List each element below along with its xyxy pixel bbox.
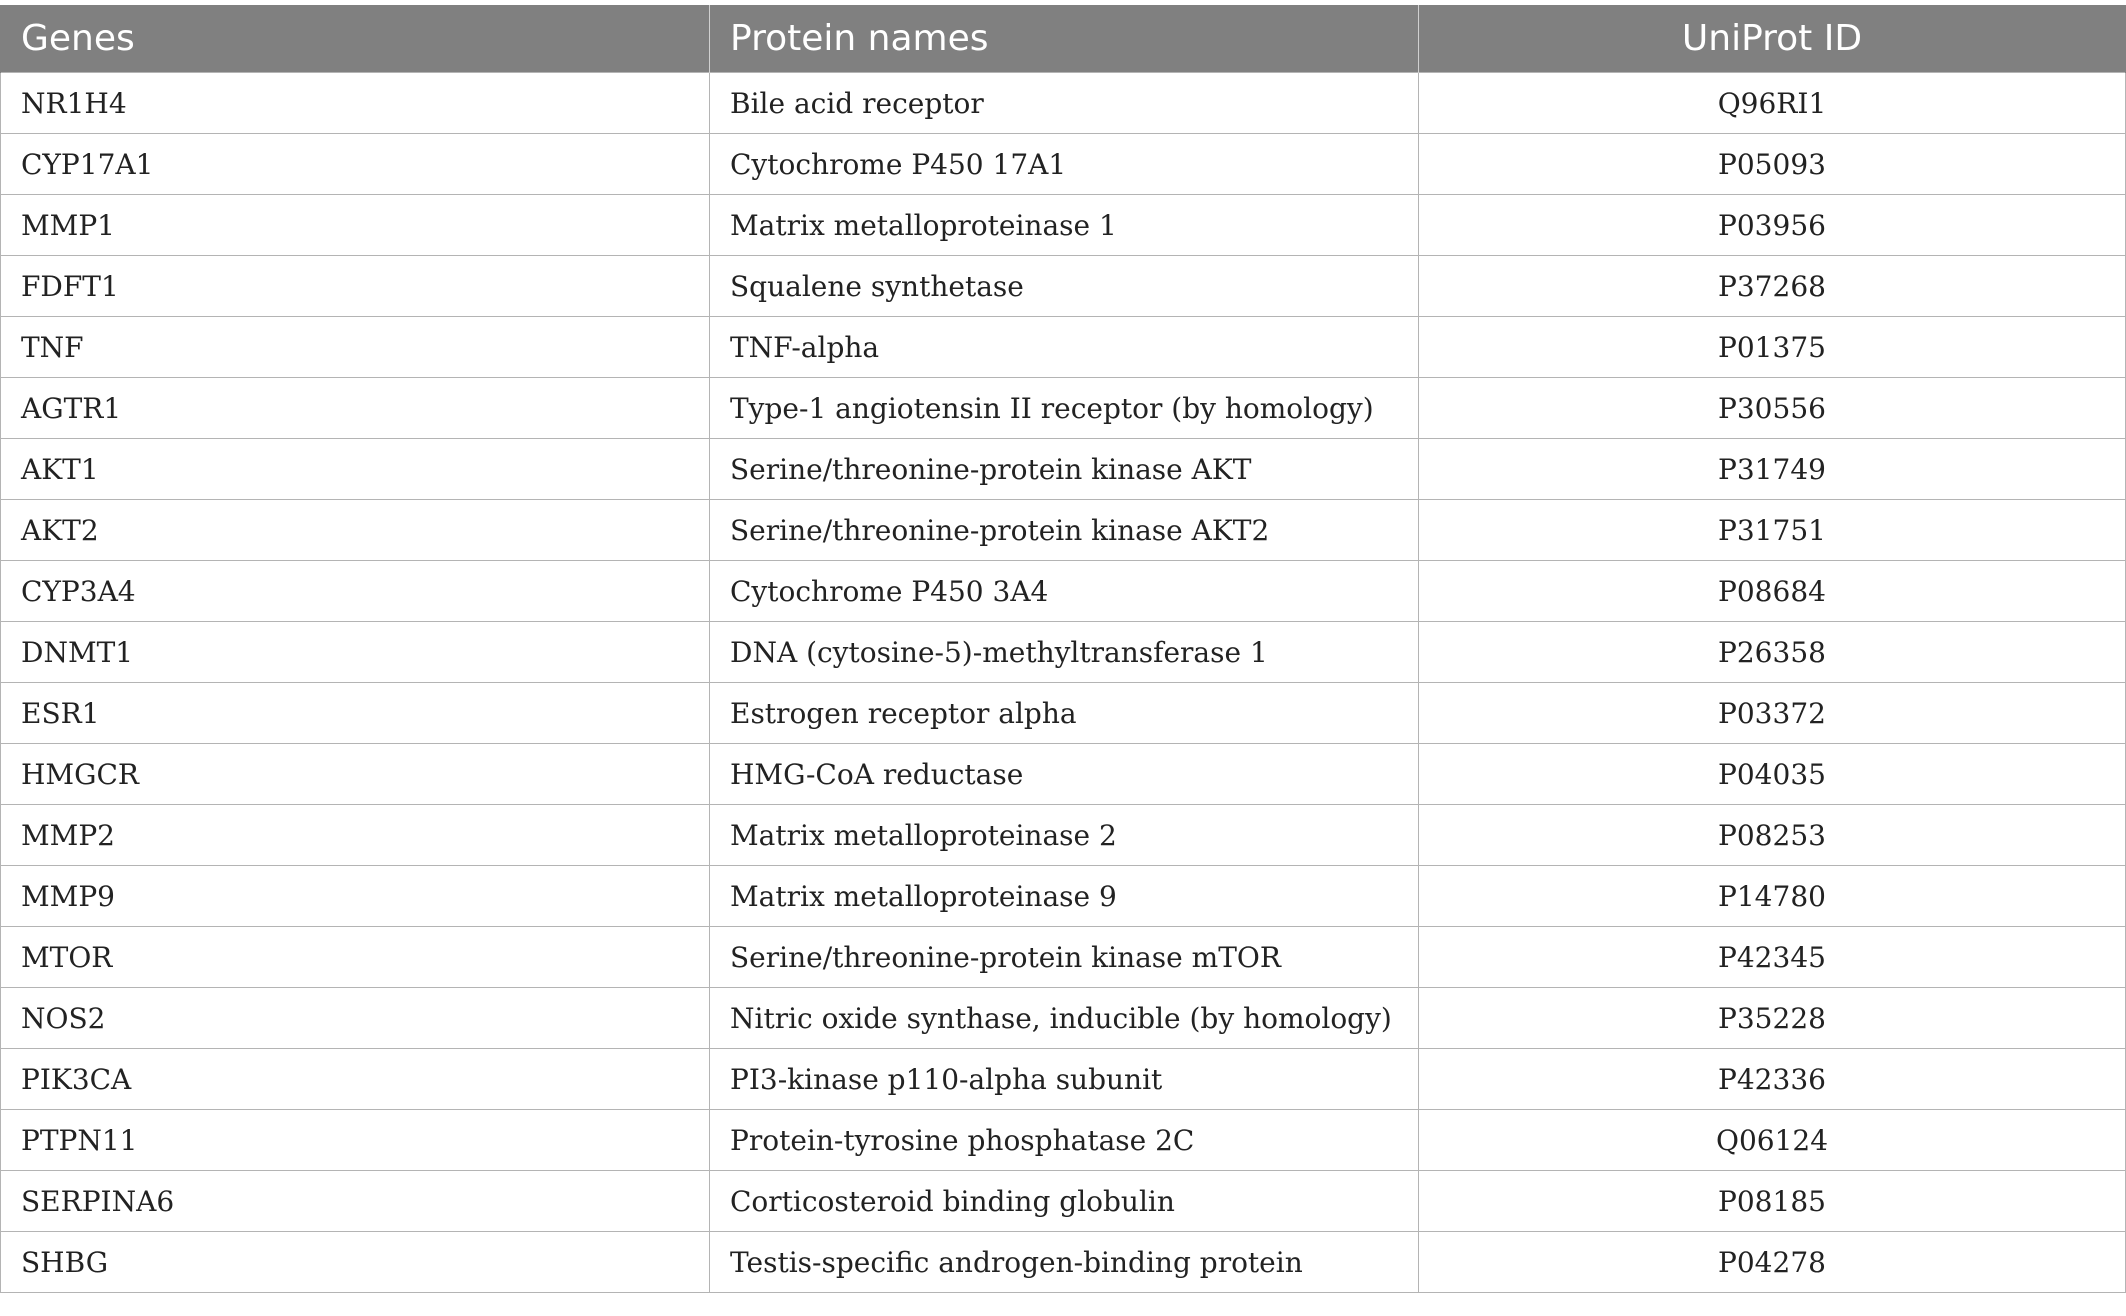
protein-name-cell: Cytochrome P450 3A4: [710, 561, 1419, 622]
table-body: [1, 73, 2126, 1293]
protein-name-cell: Matrix metalloproteinase 1: [710, 195, 1419, 256]
table-row: [1, 1049, 2126, 1110]
protein-name-cell: Type-1 angiotensin II receptor (by homology): [710, 378, 1419, 439]
uniprot-id-cell: Q06124: [1419, 1110, 2126, 1171]
uniprot-id-cell: P26358: [1419, 622, 2126, 683]
table-row: [1, 500, 2126, 561]
gene-cell: MMP9: [1, 866, 710, 927]
gene-cell: PIK3CA: [1, 1049, 710, 1110]
uniprot-id-cell: P03956: [1419, 195, 2126, 256]
protein-name-cell: Nitric oxide synthase, inducible (by homology): [710, 988, 1419, 1049]
header-protein-names: Protein names: [710, 5, 1419, 73]
table-row: [1, 378, 2126, 439]
protein-name-cell: Estrogen receptor alpha: [710, 683, 1419, 744]
gene-cell: AGTR1: [1, 378, 710, 439]
uniprot-id-cell: P31751: [1419, 500, 2126, 561]
table-row: [1, 256, 2126, 317]
protein-name-cell: Matrix metalloproteinase 2: [710, 805, 1419, 866]
uniprot-id-cell: P31749: [1419, 439, 2126, 500]
uniprot-id-cell: P42345: [1419, 927, 2126, 988]
table-row: [1, 988, 2126, 1049]
table-header: [1, 5, 2126, 73]
table-row: [1, 927, 2126, 988]
gene-cell: CYP17A1: [1, 134, 710, 195]
header-genes: Genes: [1, 5, 710, 73]
gene-cell: ESR1: [1, 683, 710, 744]
table-row: [1, 866, 2126, 927]
gene-cell: CYP3A4: [1, 561, 710, 622]
gene-cell: MTOR: [1, 927, 710, 988]
uniprot-id-cell: P08253: [1419, 805, 2126, 866]
protein-name-cell: Corticosteroid binding globulin: [710, 1171, 1419, 1232]
table-row: [1, 439, 2126, 500]
gene-cell: SERPINA6: [1, 1171, 710, 1232]
table-row: [1, 73, 2126, 134]
gene-cell: PTPN11: [1, 1110, 710, 1171]
gene-cell: HMGCR: [1, 744, 710, 805]
gene-cell: NOS2: [1, 988, 710, 1049]
table-row: [1, 317, 2126, 378]
protein-name-cell: Testis-specific androgen-binding protein: [710, 1232, 1419, 1293]
gene-cell: MMP2: [1, 805, 710, 866]
gene-cell: NR1H4: [1, 73, 710, 134]
protein-name-cell: Squalene synthetase: [710, 256, 1419, 317]
protein-name-cell: Serine/threonine-protein kinase mTOR: [710, 927, 1419, 988]
uniprot-id-cell: P37268: [1419, 256, 2126, 317]
header-uniprot-id: UniProt ID: [1419, 5, 2126, 73]
table-row: [1, 805, 2126, 866]
gene-cell: SHBG: [1, 1232, 710, 1293]
table-row: [1, 561, 2126, 622]
protein-name-cell: Bile acid receptor: [710, 73, 1419, 134]
protein-name-cell: PI3-kinase p110-alpha subunit: [710, 1049, 1419, 1110]
uniprot-id-cell: P04035: [1419, 744, 2126, 805]
table-row: [1, 1171, 2126, 1232]
uniprot-id-cell: P35228: [1419, 988, 2126, 1049]
uniprot-id-cell: Q96RI1: [1419, 73, 2126, 134]
gene-cell: AKT1: [1, 439, 710, 500]
gene-cell: TNF: [1, 317, 710, 378]
gene-protein-table-container: [0, 5, 2126, 1293]
table-row: [1, 622, 2126, 683]
uniprot-id-cell: P14780: [1419, 866, 2126, 927]
gene-protein-table: [0, 5, 2126, 1293]
table-row: [1, 744, 2126, 805]
protein-name-cell: Protein-tyrosine phosphatase 2C: [710, 1110, 1419, 1171]
protein-name-cell: DNA (cytosine-5)-methyltransferase 1: [710, 622, 1419, 683]
gene-cell: MMP1: [1, 195, 710, 256]
uniprot-id-cell: P04278: [1419, 1232, 2126, 1293]
protein-name-cell: Cytochrome P450 17A1: [710, 134, 1419, 195]
protein-name-cell: Serine/threonine-protein kinase AKT2: [710, 500, 1419, 561]
gene-cell: DNMT1: [1, 622, 710, 683]
uniprot-id-cell: P08684: [1419, 561, 2126, 622]
uniprot-id-cell: P03372: [1419, 683, 2126, 744]
uniprot-id-cell: P42336: [1419, 1049, 2126, 1110]
gene-cell: FDFT1: [1, 256, 710, 317]
uniprot-id-cell: P08185: [1419, 1171, 2126, 1232]
protein-name-cell: Serine/threonine-protein kinase AKT: [710, 439, 1419, 500]
table-row: [1, 1232, 2126, 1293]
uniprot-id-cell: P30556: [1419, 378, 2126, 439]
protein-name-cell: HMG-CoA reductase: [710, 744, 1419, 805]
table-row: [1, 134, 2126, 195]
table-row: [1, 1110, 2126, 1171]
table-row: [1, 195, 2126, 256]
table-row: [1, 683, 2126, 744]
header-row: [1, 5, 2126, 73]
gene-cell: AKT2: [1, 500, 710, 561]
protein-name-cell: Matrix metalloproteinase 9: [710, 866, 1419, 927]
uniprot-id-cell: P05093: [1419, 134, 2126, 195]
uniprot-id-cell: P01375: [1419, 317, 2126, 378]
protein-name-cell: TNF-alpha: [710, 317, 1419, 378]
